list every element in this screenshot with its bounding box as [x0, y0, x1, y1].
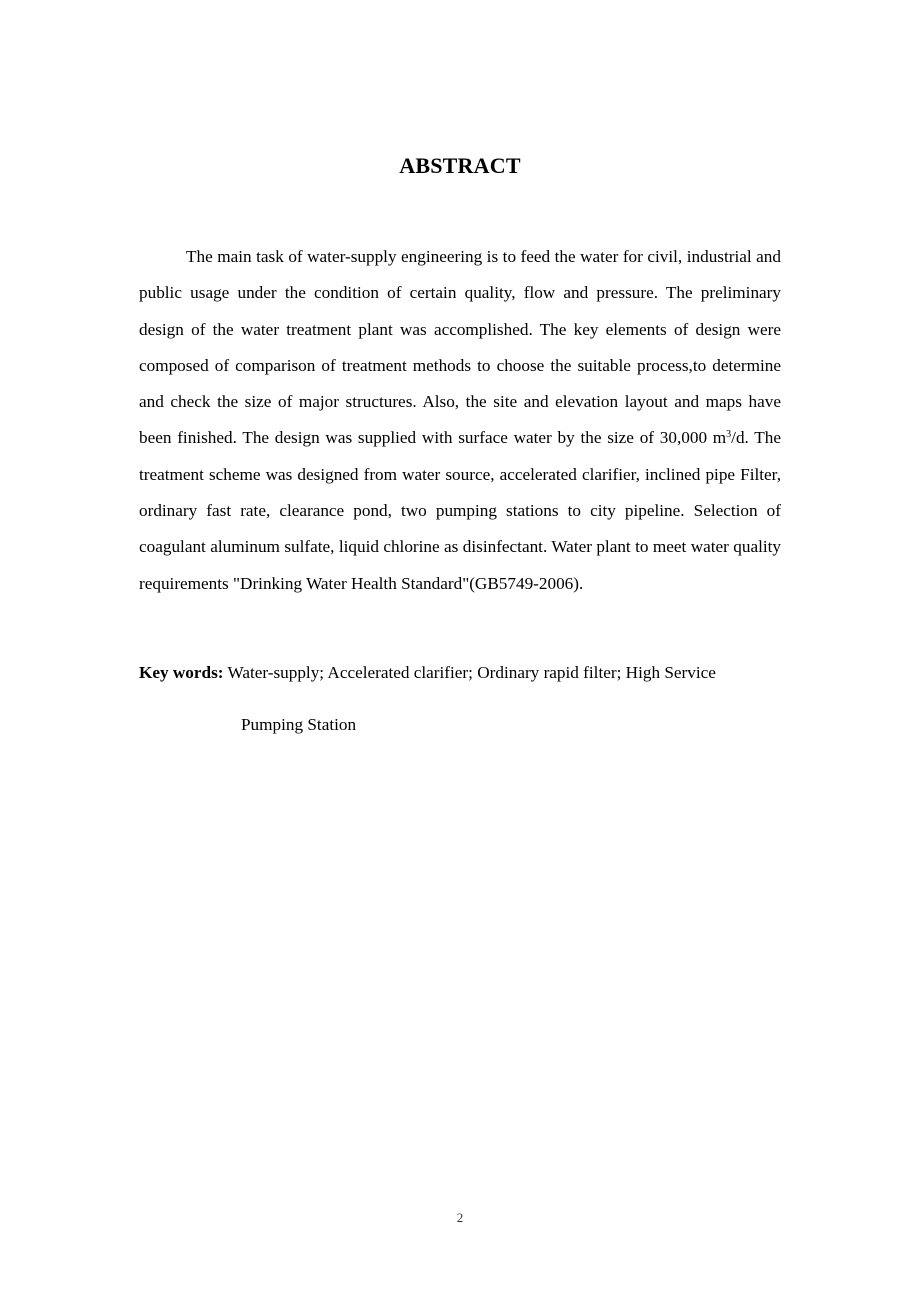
keywords-label: Key words:	[139, 663, 224, 682]
abstract-text-part-1: The main task of water-supply engineering is to feed the water for civil, industrial and public usage under the condition of certain quality, flow and pressure. The preliminary design of the water treatment plant was accomplished. The key elements of design were composed of comparison of treatment methods to choose the suitable process,to determine and check the size of major structures. Also, the site and elevation layout and maps have been finished. The design was supplied with surface water by the size of 30,000 m	[139, 247, 781, 448]
keywords-continuation: Pumping Station	[241, 715, 357, 734]
superscript-exponent: 3	[726, 429, 732, 441]
abstract-text-part-2: /d. The treatment scheme was designed from water source, accelerated clarifier, inclined pipe Filter, ordinary fast rate, clearance pond, two pumping stations to city pipeline. Selection of coagulant aluminum sulfate, liquid chlorine as disinfectant. Water plant to meet water quality requirements "Drinking Water Health Standard"(GB5749-2006).	[139, 428, 782, 593]
keywords-list: Water-supply; Accelerated clarifier; Ordinary rapid filter; High Service	[223, 663, 716, 682]
abstract-paragraph	[139, 239, 781, 602]
page-number: 2	[456, 1210, 464, 1225]
keywords-line	[139, 659, 799, 687]
page-title: ABSTRACT	[399, 153, 521, 178]
